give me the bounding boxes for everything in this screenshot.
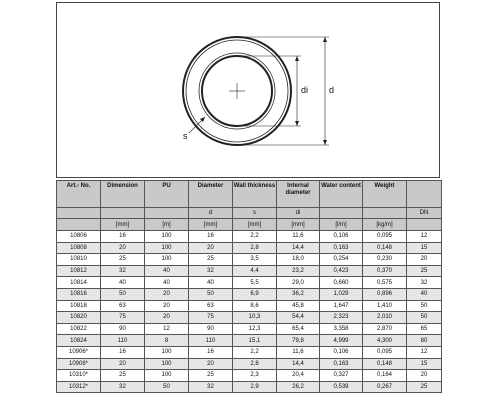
table-cell: 8,6 bbox=[233, 300, 277, 312]
column-header: PU bbox=[145, 181, 189, 208]
column-symbol: di bbox=[277, 208, 320, 219]
table-cell: 10812 bbox=[57, 265, 101, 277]
column-header: Wall thickness bbox=[233, 181, 277, 208]
table-cell: 20 bbox=[101, 358, 145, 370]
table-cell: 10906* bbox=[57, 346, 101, 358]
table-cell: 15,1 bbox=[233, 335, 277, 347]
column-symbol: d bbox=[189, 208, 233, 219]
table-cell: 12 bbox=[407, 346, 442, 358]
table-cell: 0,163 bbox=[320, 358, 363, 370]
table-cell: 0,575 bbox=[363, 277, 407, 289]
table-cell: 40 bbox=[407, 288, 442, 300]
column-header bbox=[407, 181, 442, 208]
table-row bbox=[57, 242, 442, 254]
symbol-row bbox=[57, 208, 442, 219]
table-cell: 20 bbox=[189, 358, 233, 370]
table-row bbox=[57, 288, 442, 300]
table-cell: 36,2 bbox=[277, 288, 320, 300]
table-cell: 32 bbox=[189, 381, 233, 393]
table-cell: 4,999 bbox=[320, 335, 363, 347]
table-row bbox=[57, 323, 442, 335]
table-row bbox=[57, 312, 442, 324]
table-cell: 23,2 bbox=[277, 265, 320, 277]
table-cell: 0,095 bbox=[363, 346, 407, 358]
arrow-di-top bbox=[295, 56, 299, 61]
table-cell: 20 bbox=[101, 242, 145, 254]
diagram-drawing bbox=[57, 3, 441, 179]
table-cell: 2,3 bbox=[233, 370, 277, 382]
table-cell: 20 bbox=[145, 312, 189, 324]
specification-table bbox=[56, 180, 442, 393]
column-header: Art.- No. bbox=[57, 181, 101, 208]
table-cell: 40 bbox=[101, 277, 145, 289]
table-cell: 2,8 bbox=[233, 242, 277, 254]
table-cell: 0,539 bbox=[320, 381, 363, 393]
table-row bbox=[57, 254, 442, 266]
table-cell: 0,896 bbox=[363, 288, 407, 300]
column-header: Internal diameter bbox=[277, 181, 320, 208]
table-cell: 3,5 bbox=[233, 254, 277, 266]
table-cell: 0,370 bbox=[363, 265, 407, 277]
table-cell: 79,8 bbox=[277, 335, 320, 347]
table-cell: 20 bbox=[145, 300, 189, 312]
table-cell: 12 bbox=[145, 323, 189, 335]
table-row bbox=[57, 277, 442, 289]
table-cell: 50 bbox=[101, 288, 145, 300]
table-cell: 3,358 bbox=[320, 323, 363, 335]
table-row bbox=[57, 370, 442, 382]
table-cell: 16 bbox=[101, 346, 145, 358]
column-header: Diameter bbox=[189, 181, 233, 208]
table-cell: 12 bbox=[407, 231, 442, 243]
table-cell: 8 bbox=[145, 335, 189, 347]
table-cell: 0,148 bbox=[363, 242, 407, 254]
column-header: Weight bbox=[363, 181, 407, 208]
table-row bbox=[57, 381, 442, 393]
table-cell: 32 bbox=[189, 265, 233, 277]
table-cell: 10820 bbox=[57, 312, 101, 324]
column-unit bbox=[407, 219, 442, 231]
table-cell: 100 bbox=[145, 370, 189, 382]
table-cell: 40 bbox=[145, 277, 189, 289]
table-cell: 12,3 bbox=[233, 323, 277, 335]
table-cell: 0,164 bbox=[363, 370, 407, 382]
table-cell: 0,106 bbox=[320, 231, 363, 243]
table-cell: 50 bbox=[189, 288, 233, 300]
table-cell: 100 bbox=[145, 231, 189, 243]
table-cell: 0,423 bbox=[320, 265, 363, 277]
arrow-di-bottom bbox=[295, 121, 299, 126]
table-cell: 10810 bbox=[57, 254, 101, 266]
table-cell: 0,095 bbox=[363, 231, 407, 243]
table-cell: 20 bbox=[407, 370, 442, 382]
table-cell: 20 bbox=[145, 288, 189, 300]
table-cell: 10822 bbox=[57, 323, 101, 335]
table-row bbox=[57, 346, 442, 358]
table-cell: 10,3 bbox=[233, 312, 277, 324]
table-cell: 90 bbox=[101, 323, 145, 335]
table-row bbox=[57, 335, 442, 347]
table-cell: 0,267 bbox=[363, 381, 407, 393]
table-cell: 75 bbox=[189, 312, 233, 324]
table-cell: 4,300 bbox=[363, 335, 407, 347]
table-cell: 10808 bbox=[57, 242, 101, 254]
table-cell: 2,9 bbox=[233, 381, 277, 393]
column-unit: [kg/m] bbox=[363, 219, 407, 231]
table-cell: 10818 bbox=[57, 300, 101, 312]
table-cell: 80 bbox=[407, 335, 442, 347]
column-header: Water content bbox=[320, 181, 363, 208]
table-cell: 90 bbox=[189, 323, 233, 335]
table-cell: 40 bbox=[145, 265, 189, 277]
table-cell: 25 bbox=[407, 265, 442, 277]
table-cell: 54,4 bbox=[277, 312, 320, 324]
table-cell: 0,230 bbox=[363, 254, 407, 266]
table-cell: 100 bbox=[145, 346, 189, 358]
table-cell: 0,148 bbox=[363, 358, 407, 370]
table-cell: 0,660 bbox=[320, 277, 363, 289]
table-cell: 25 bbox=[101, 254, 145, 266]
table-cell: 40 bbox=[189, 277, 233, 289]
table-cell: 32 bbox=[407, 277, 442, 289]
table-cell: 10814 bbox=[57, 277, 101, 289]
table-cell: 65 bbox=[407, 323, 442, 335]
column-symbol bbox=[363, 208, 407, 219]
table-cell: 11,6 bbox=[277, 346, 320, 358]
table-cell: 14,4 bbox=[277, 358, 320, 370]
arrow-d-top bbox=[323, 37, 327, 42]
pipe-cross-section-diagram bbox=[56, 2, 440, 178]
table-cell: 10908* bbox=[57, 358, 101, 370]
table-cell: 100 bbox=[145, 242, 189, 254]
label-di: di bbox=[301, 85, 309, 95]
table-cell: 15 bbox=[407, 358, 442, 370]
table-row bbox=[57, 265, 442, 277]
column-symbol bbox=[145, 208, 189, 219]
table-cell: 100 bbox=[145, 358, 189, 370]
column-unit: [mm] bbox=[101, 219, 145, 231]
table-cell: 50 bbox=[407, 312, 442, 324]
table-cell: 14,4 bbox=[277, 242, 320, 254]
table-cell: 50 bbox=[145, 381, 189, 393]
table-cell: 2,2 bbox=[233, 231, 277, 243]
table-cell: 65,4 bbox=[277, 323, 320, 335]
table-cell: 1,410 bbox=[363, 300, 407, 312]
column-unit bbox=[57, 219, 101, 231]
table-cell: 15 bbox=[407, 242, 442, 254]
table-cell: 20,4 bbox=[277, 370, 320, 382]
column-symbol bbox=[57, 208, 101, 219]
table-cell: 11,6 bbox=[277, 231, 320, 243]
table-cell: 10310* bbox=[57, 370, 101, 382]
table-cell: 50 bbox=[407, 300, 442, 312]
table-cell: 10824 bbox=[57, 335, 101, 347]
table-cell: 1,029 bbox=[320, 288, 363, 300]
table-cell: 16 bbox=[189, 231, 233, 243]
table-cell: 45,8 bbox=[277, 300, 320, 312]
unit-row bbox=[57, 219, 442, 231]
table-row bbox=[57, 358, 442, 370]
table-cell: 2,010 bbox=[363, 312, 407, 324]
table-cell: 63 bbox=[189, 300, 233, 312]
table-cell: 75 bbox=[101, 312, 145, 324]
table-cell: 25 bbox=[189, 254, 233, 266]
column-symbol bbox=[320, 208, 363, 219]
table-row bbox=[57, 300, 442, 312]
header-row bbox=[57, 181, 442, 208]
column-unit: [l/m] bbox=[320, 219, 363, 231]
table-cell: 32 bbox=[101, 265, 145, 277]
column-header: Dimension bbox=[101, 181, 145, 208]
table-cell: 25 bbox=[189, 370, 233, 382]
table-body bbox=[57, 231, 442, 393]
column-unit: [mm] bbox=[233, 219, 277, 231]
table-cell: 0,254 bbox=[320, 254, 363, 266]
table-cell: 18,0 bbox=[277, 254, 320, 266]
table-cell: 25 bbox=[407, 381, 442, 393]
table-cell: 2,870 bbox=[363, 323, 407, 335]
table-cell: 1,647 bbox=[320, 300, 363, 312]
table-cell: 2,2 bbox=[233, 346, 277, 358]
table-cell: 16 bbox=[189, 346, 233, 358]
table-cell: 6,9 bbox=[233, 288, 277, 300]
table-cell: 5,5 bbox=[233, 277, 277, 289]
table-cell: 20 bbox=[407, 254, 442, 266]
table-cell: 10816 bbox=[57, 288, 101, 300]
table-cell: 0,163 bbox=[320, 242, 363, 254]
table-cell: 2,8 bbox=[233, 358, 277, 370]
table-row bbox=[57, 231, 442, 243]
table-cell: 32 bbox=[101, 381, 145, 393]
label-s: s bbox=[183, 131, 188, 141]
column-symbol bbox=[101, 208, 145, 219]
table-cell: 10312* bbox=[57, 381, 101, 393]
column-symbol: DN bbox=[407, 208, 442, 219]
arrow-d-bottom bbox=[323, 140, 327, 145]
table-cell: 63 bbox=[101, 300, 145, 312]
column-unit: [mm] bbox=[277, 219, 320, 231]
label-d: d bbox=[329, 85, 335, 95]
table-cell: 20 bbox=[189, 242, 233, 254]
table-cell: 0,327 bbox=[320, 370, 363, 382]
table-cell: 0,106 bbox=[320, 346, 363, 358]
table-cell: 4,4 bbox=[233, 265, 277, 277]
column-unit: [mm] bbox=[189, 219, 233, 231]
table-cell: 110 bbox=[101, 335, 145, 347]
table-cell: 29,0 bbox=[277, 277, 320, 289]
column-symbol: s bbox=[233, 208, 277, 219]
table-cell: 25 bbox=[101, 370, 145, 382]
table-cell: 110 bbox=[189, 335, 233, 347]
table-cell: 2,323 bbox=[320, 312, 363, 324]
table-cell: 16 bbox=[101, 231, 145, 243]
column-unit: [m] bbox=[145, 219, 189, 231]
table-cell: 26,2 bbox=[277, 381, 320, 393]
table-cell: 10806 bbox=[57, 231, 101, 243]
table-cell: 100 bbox=[145, 254, 189, 266]
